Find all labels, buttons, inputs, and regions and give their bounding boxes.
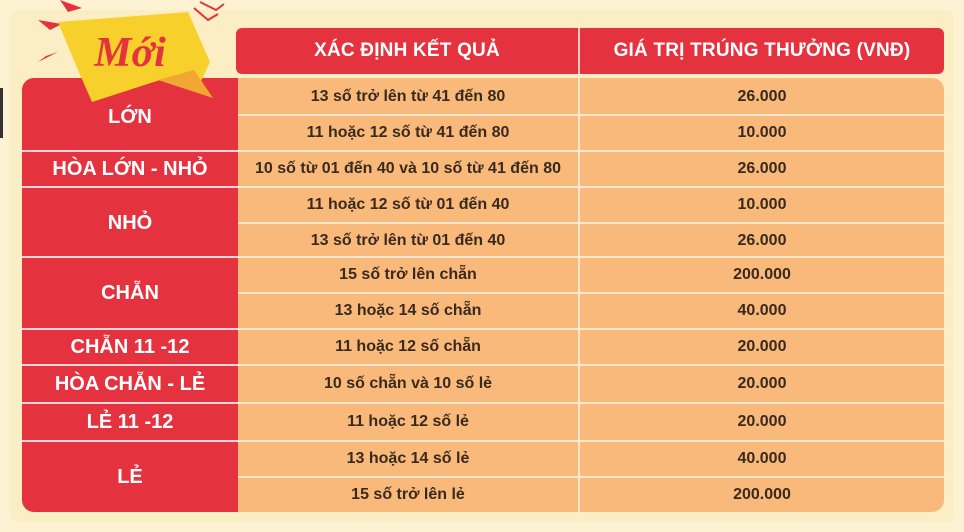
prize-cell: 200.000 [733,266,791,283]
header-divider [578,28,580,74]
condition-cell: 11 hoặc 12 số từ 01 đến 40 [306,196,510,213]
prize-cell: 26.000 [737,160,787,177]
condition-cell: 11 hoặc 12 số chẵn [335,338,481,355]
category-le: LẺ [117,465,143,488]
prize-cell: 26.000 [737,232,787,249]
prize-cell: 200.000 [733,486,791,503]
condition-cell: 13 số trở lên từ 41 đến 80 [310,88,506,105]
prize-cell: 26.000 [737,88,787,105]
prize-cell: 40.000 [737,302,787,319]
header-prize: GIÁ TRỊ TRÚNG THƯỞNG (VNĐ) [580,28,944,74]
prize-cell: 10.000 [737,196,787,213]
edge-mark [0,88,3,138]
condition-cell: 15 số trở lên chẵn [339,266,477,283]
condition-cell: 13 số trở lên từ 01 đến 40 [310,232,506,249]
new-badge [38,0,238,110]
category-lon: LỚN [108,105,152,128]
prize-cell: 40.000 [737,450,787,467]
badge-label: Mới [94,30,166,76]
prize-cell: 20.000 [737,338,787,355]
category-chan-11-12: CHẴN 11 -12 [70,335,190,358]
condition-cell: 11 hoặc 12 số lẻ [347,413,469,430]
category-hoa-chan-le: HÒA CHẴN - LẺ [54,372,206,395]
header-condition: XÁC ĐỊNH KẾT QUẢ [236,28,578,74]
condition-cell: 13 hoặc 14 số lẻ [346,450,470,467]
condition-cell: 10 số chẵn và 10 số lẻ [323,375,493,392]
condition-cell: 10 số từ 01 đến 40 và 10 số từ 41 đến 80 [255,160,561,177]
category-chan: CHẴN [101,281,159,304]
prize-cell: 20.000 [737,375,787,392]
category-hoa-lon-nho: HÒA LỚN - NHỎ [52,157,208,180]
category-le-11-12: LẺ 11 -12 [86,410,174,433]
condition-cell: 11 hoặc 12 số từ 41 đến 80 [306,124,510,141]
category-nho: NHỎ [107,211,153,234]
condition-cell: 15 số trở lên lẻ [351,486,465,503]
prize-cell: 20.000 [737,413,787,430]
condition-cell: 13 hoặc 14 số chẵn [334,302,482,319]
prize-cell: 10.000 [737,124,787,141]
